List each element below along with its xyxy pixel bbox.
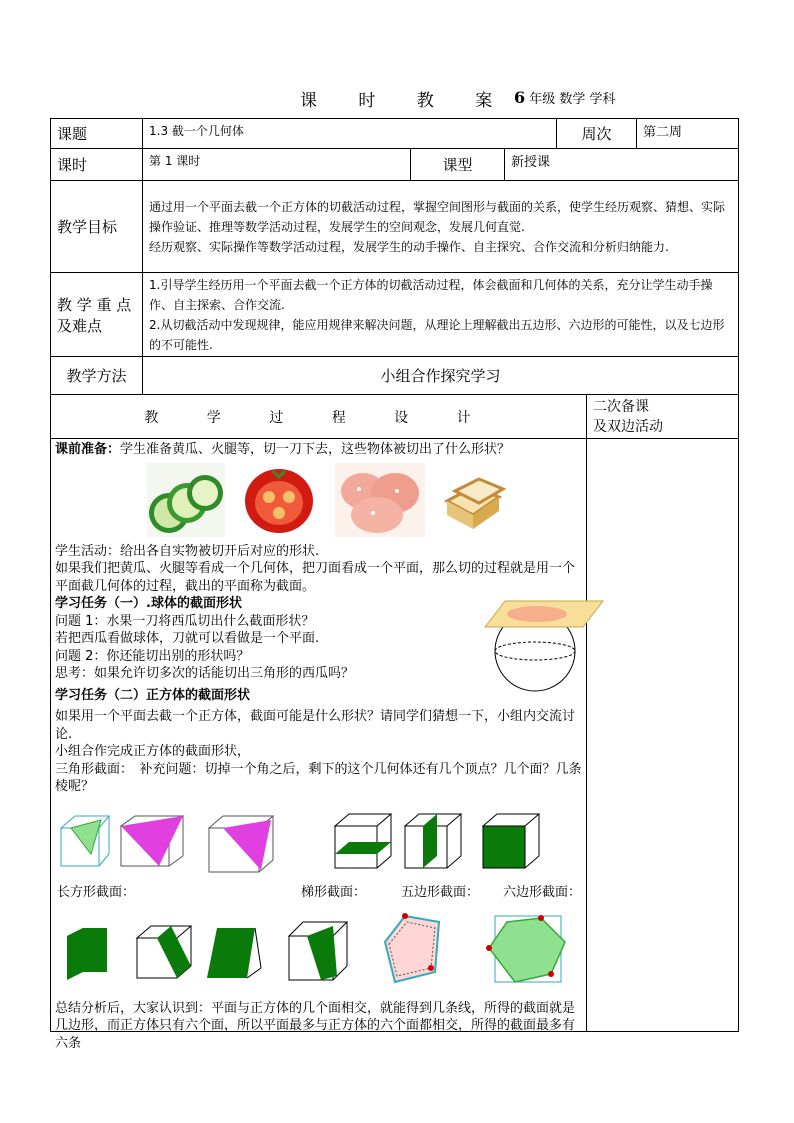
bread-image (433, 463, 513, 537)
key-label: 教 学 重 点 及难点 (51, 273, 143, 357)
triangle-section-cube-3 (205, 812, 275, 874)
rectangle-section-cube-3 (479, 810, 543, 872)
goal-paragraph-2: 经历观察、实际操作等数学活动过程，发展学生的动手操作、自主探究、合作交流和分析归纳能力. (149, 239, 669, 254)
pentagon-section-cube (375, 912, 447, 990)
key-paragraph-2: 2.从切截活动中发现规律，能应用规律来解决问题，从理论上理解截出五边形、六边形的可能性，以及七边形的不可能性. (149, 317, 725, 352)
rectangle-section-cube-2 (401, 810, 465, 872)
task2-heading: 学习任务（二）正方体的截面形状 (55, 687, 251, 703)
question-1: 问题 1：水果一刀将西瓜切出什么截面形状？ (55, 613, 315, 629)
student-activity: 学生活动：给出各自实物被切开后对应的形状. (55, 543, 320, 559)
type-value: 新授课 (505, 149, 739, 181)
side-heading: 二次备课 及双边活动 (587, 395, 739, 439)
goal-label: 教学目标 (51, 181, 143, 273)
sphere-section-figure (475, 593, 605, 693)
hexagon-section-cube (485, 912, 571, 990)
method-value: 小组合作探究学习 (143, 357, 739, 395)
think-question: 思考：如果允许切多次的话能切出三角形的西瓜吗？ (55, 666, 355, 681)
lesson-plan-table (50, 118, 739, 1051)
task1-heading: 学习任务（一）.球体的截面形状 (55, 596, 242, 611)
rectangle-section-cube-5 (133, 922, 197, 986)
hours-value: 第 1 课时 (143, 149, 411, 181)
key-paragraph-1: 1.引导学生经历用一个平面去截一个正方体的切截活动过程，体会截面和几何体的关系，充分让学生动手操作、自主探索、合作交流. (149, 277, 713, 312)
method-label: 教学方法 (51, 357, 143, 395)
group-work: 小组合作完成正方体的截面形状， (55, 744, 251, 759)
topic-value: 1.3 截一个几何体 (143, 119, 557, 149)
goal-paragraph-1: 通过用一个平面去截一个正方体的切截活动过程，掌握空间图形与截面的关系，使学生经历观察、猜想、实际操作验证、推理等数学活动过程，发展学生的空间观念，发展几何直觉. (149, 199, 726, 234)
side-notes-column (587, 439, 739, 1032)
section-labels (55, 882, 582, 906)
pentagon-label: 五边形截面： (401, 884, 480, 900)
process-content (51, 439, 587, 1051)
key-content (143, 273, 739, 357)
topic-label: 课题 (51, 119, 143, 149)
trapezoid-section-cube (285, 916, 351, 986)
hours-label: 课时 (51, 149, 143, 181)
rectangle-section-cube-4 (63, 922, 127, 986)
week-value: 第二周 (637, 119, 739, 149)
trapezoid-label: 梯形截面： (301, 884, 367, 900)
food-images (55, 463, 582, 539)
triangle-section-cube-2 (117, 812, 187, 870)
ham-image (335, 463, 425, 537)
process-heading: 教 学 过 程 设 计 (51, 395, 587, 439)
intro-paragraph: 如果我们把黄瓜、火腿等看成一个几何体，把刀面看成一个平面，那么切的过程就是用一个平面截几何体的过程，截出的平面称为截面。 (55, 561, 576, 594)
triangle-section-cube-1 (57, 812, 113, 870)
goal-content (143, 181, 739, 273)
grade-subject: 6 年级 数学 学科 (514, 88, 616, 107)
question-2: 问题 2：你还能切出别的形状吗？ (55, 648, 250, 664)
prep-text: 学生准备黄瓜、火腿等，切一刀下去，这些物体被切出了什么形状？ (120, 442, 511, 457)
cucumber-image (147, 463, 225, 537)
rectangle-section-cube-6 (203, 922, 267, 986)
triangle-section-text: 三角形截面： 补充问题：切掉一个角之后，剩下的这个几何体还有几个顶点？几个面？几条棱呢？ (55, 761, 582, 794)
type-label: 课型 (411, 149, 505, 181)
week-label: 周次 (557, 119, 637, 149)
cube-question: 如果用一个平面去截一个正方体，截面可能是什么形状？请同学们猜想一下，小组内交流讨论. (55, 709, 576, 742)
hexagon-label: 六边形截面： (503, 884, 582, 900)
lesson-plan-title: 课 时 教 案 (300, 91, 511, 111)
tomato-image (233, 463, 325, 537)
cube-sections-row-2 (55, 912, 582, 992)
prep-label: 课前准备： (55, 442, 121, 457)
question-1b: 若把西瓜看做球体，刀就可以看做是一个平面. (55, 631, 320, 646)
cube-sections-row-1 (55, 806, 582, 878)
summary-paragraph: 总结分析后，大家认识到：平面与正方体的几个面相交，就能得到几条线，所得的截面就是几边形，而正方体只有六个面，所以平面最多与正方体的六个面都相交，所得的截面最多有六条 (55, 1000, 576, 1051)
rectangle-section-cube-1 (331, 810, 395, 872)
document-title (0, 86, 794, 112)
rectangle-label: 长方形截面： (57, 884, 136, 900)
